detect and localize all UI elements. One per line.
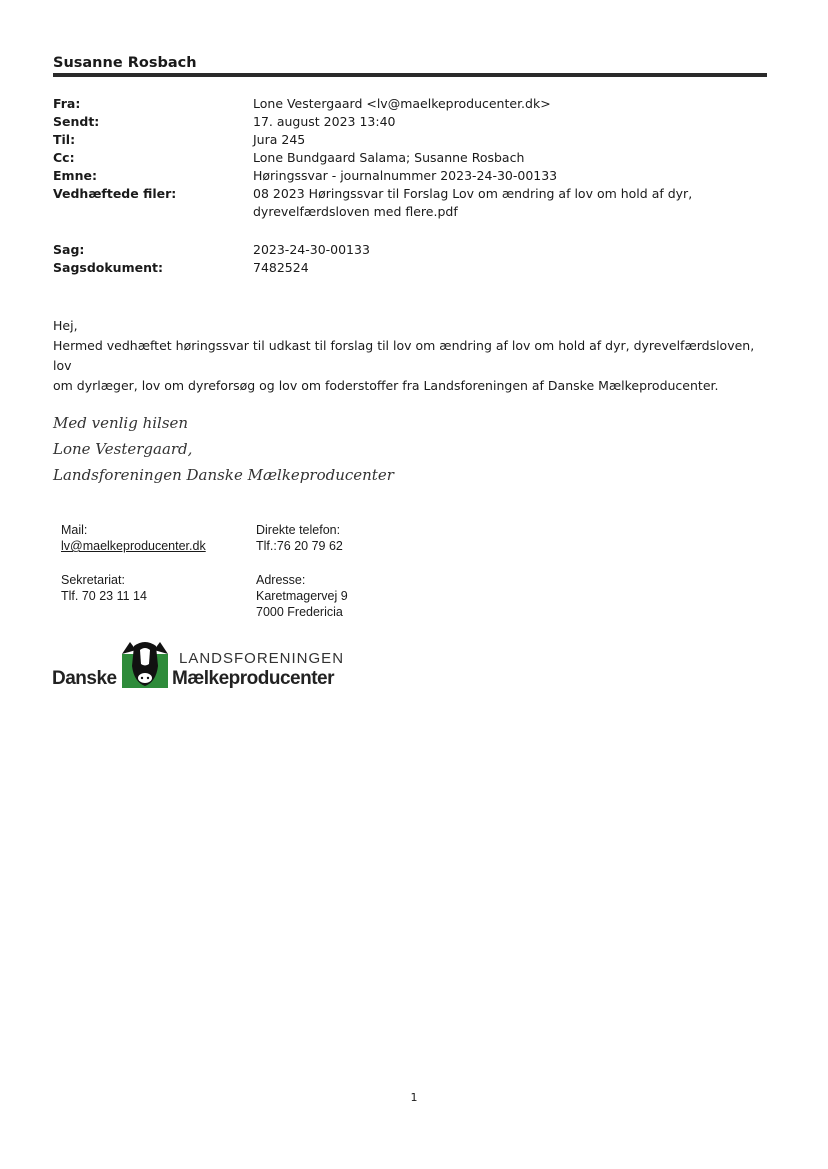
sent-value: 17. august 2023 13:40 [253,114,396,129]
logo-top-text: LANDSFORENINGEN [179,650,345,667]
header-divider [53,73,767,77]
case-value: 2023-24-30-00133 [253,242,370,257]
organization-logo [52,636,352,692]
case-document-label: Sagsdokument: [53,260,163,275]
case-label: Sag: [53,242,85,257]
subject-value: Høringssvar - journalnummer 2023-24-30-00133 [253,168,558,183]
mail-link[interactable]: lv@maelkeproducenter.dk [61,539,206,553]
header-row-attachments [53,185,767,221]
signature-line-2: Lone Vestergaard, [53,440,193,458]
address-block [256,572,446,620]
body-line-1: Hermed vedhæftet høringssvar til udkast til forslag til lov om ændring af lov om hold af dyr, dyrevelfærdsloven, lov [53,338,755,373]
signature-line-3: Landsforeningen Danske Mælkeproducenter [53,466,394,484]
attachments-value [253,185,767,221]
logo-right-text: Mælkeproducenter [172,668,334,689]
signature-line-1: Med venlig hilsen [53,414,189,432]
from-value: Lone Vestergaard <lv@maelkeproducenter.dk> [253,96,551,111]
secretariat-block [61,572,251,604]
attachment-line-1: 08 2023 Høringssvar til Forslag Lov om ændring af lov om hold af dyr, [253,186,693,201]
email-body [53,316,773,396]
email-header [53,95,767,277]
header-row-case-document [53,259,767,277]
address-line-2: 7000 Fredericia [256,605,343,619]
to-value: Jura 245 [253,132,306,147]
phone-block [256,522,446,554]
body-line-2: om dyrlæger, lov om dyreforsøg og lov om foderstoffer fra Landsforeningen af Danske Mælkeproducenter. [53,378,719,393]
header-row-cc [53,149,767,167]
logo-left-text: Danske [52,668,117,689]
phone-label: Direkte telefon: [256,523,341,537]
sent-label: Sendt: [53,114,100,129]
secretariat-label: Sekretariat: [61,573,125,587]
attachments-label: Vedhæftede filer: [53,186,177,201]
cc-value: Lone Bundgaard Salama; Susanne Rosbach [253,150,525,165]
header-row-subject [53,167,767,185]
page-number: 1 [410,1091,418,1104]
secretariat-value: Tlf. 70 23 11 14 [61,589,147,603]
from-label: Fra: [53,96,81,111]
mail-block [61,522,251,554]
header-row-sent [53,113,767,131]
owner-name: Susanne Rosbach [53,55,197,71]
signature [53,410,394,488]
header-row-to [53,131,767,149]
subject-label: Emne: [53,168,97,183]
greeting: Hej, [53,318,78,333]
address-label: Adresse: [256,573,306,587]
cc-label: Cc: [53,150,75,165]
cow-icon [118,636,172,690]
phone-value: Tlf.:76 20 79 62 [256,539,343,553]
address-line-1: Karetmagervej 9 [256,589,348,603]
mail-label: Mail: [61,523,88,537]
header-row-from [53,95,767,113]
header-row-case [53,241,767,259]
attachment-line-2: dyrevelfærdsloven med flere.pdf [253,204,458,219]
case-document-value: 7482524 [253,260,309,275]
to-label: Til: [53,132,76,147]
